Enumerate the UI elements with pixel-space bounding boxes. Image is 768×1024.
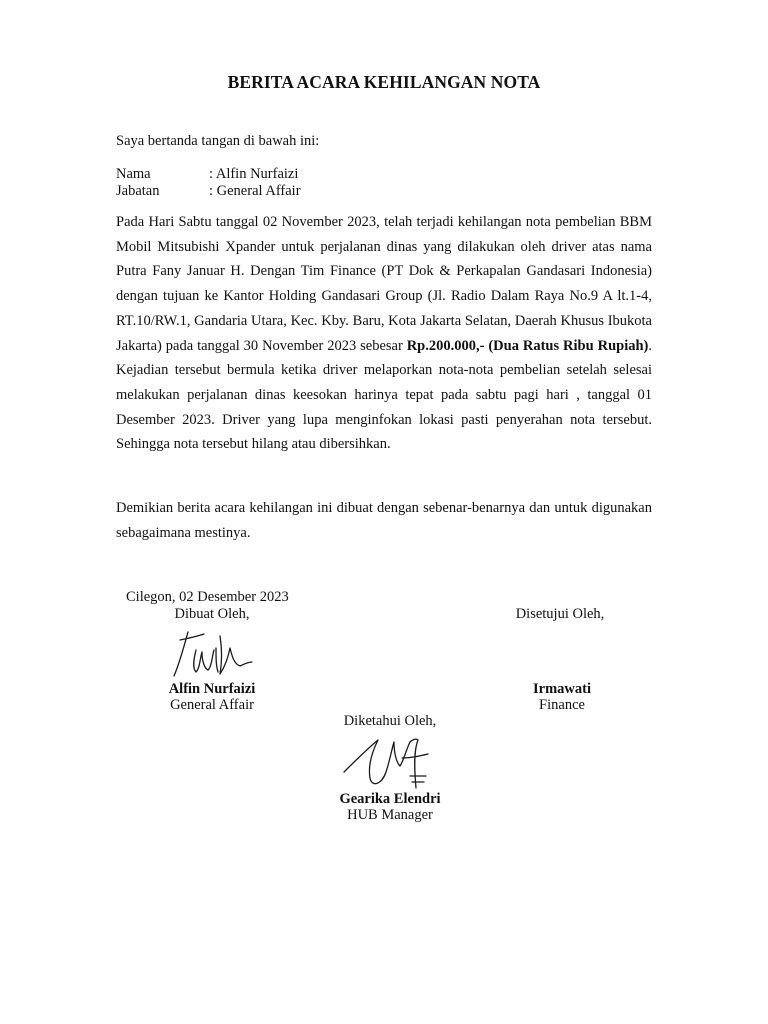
intro-text: Saya bertanda tangan di bawah ini: — [116, 133, 320, 149]
acknowledger-caption: Diketahui Oleh, — [343, 713, 437, 729]
maker-caption: Dibuat Oleh, — [174, 606, 250, 622]
position-label: Jabatan — [116, 183, 160, 199]
acknowledger-name: Gearika Elendri — [339, 791, 441, 807]
paragraph-1-text-a: Pada Hari Sabtu tanggal 02 November 2023, telah terjadi kehilangan nota pembelian BBM Mobil Mitsubishi Xpander untuk perjalanan dinas yang dilakukan oleh driver atas nama Putra Fany Januar H. Dengan Tim Finance (PT Dok & Perkapalan Gandasari Indonesia) dengan tujuan ke Kantor Holding Gandasari Group (Jl. Radio Dalam Raya No.9 A lt.1-4, RT.10/RW.1, Gandaria Utara, Kec. Kby. Baru, Kota Jakarta Selatan, Daerah Khusus Ibukota Jakarta) pada tanggal 30 November 2023 sebesar — [116, 214, 652, 354]
maker-name: Alfin Nurfaizi — [168, 681, 256, 697]
acknowledger-signature — [342, 732, 434, 794]
place-date: Cilegon, 02 Desember 2023 — [126, 589, 289, 605]
approver-position: Finance — [539, 697, 585, 713]
name-value: : Alfin Nurfaizi — [209, 166, 299, 182]
amount-text: Rp.200.000,- (Dua Ratus Ribu Rupiah) — [406, 337, 649, 354]
document-title: BERITA ACARA KEHILANGAN NOTA — [227, 72, 541, 92]
approver-caption: Disetujui Oleh, — [515, 606, 605, 622]
closing-paragraph: Demikian berita acara kehilangan ini dibuat dengan sebenar-benarnya dan untuk digunakan sebagaimana mestinya. — [116, 500, 652, 541]
name-label: Nama — [116, 166, 151, 182]
maker-position: General Affair — [170, 697, 254, 713]
body-paragraph-1 — [116, 210, 652, 457]
paragraph-1-text-b: . Kejadian tersebut bermula ketika driver melaporkan nota-nota pembelian setelah selesai melakukan perjalanan dinas keesokan harinya tepat pada sabtu pagi hari , tanggal 01 Desember 2023. Driver yang lupa menginfokan lokasi pasti penyerahan nota tersebut. Sehingga nota tersebut hilang atau dibersihkan. — [116, 337, 652, 453]
position-value: : General Affair — [209, 183, 301, 199]
approver-name: Irmawati — [533, 681, 591, 697]
maker-signature — [170, 628, 254, 680]
acknowledger-position: HUB Manager — [347, 807, 433, 823]
